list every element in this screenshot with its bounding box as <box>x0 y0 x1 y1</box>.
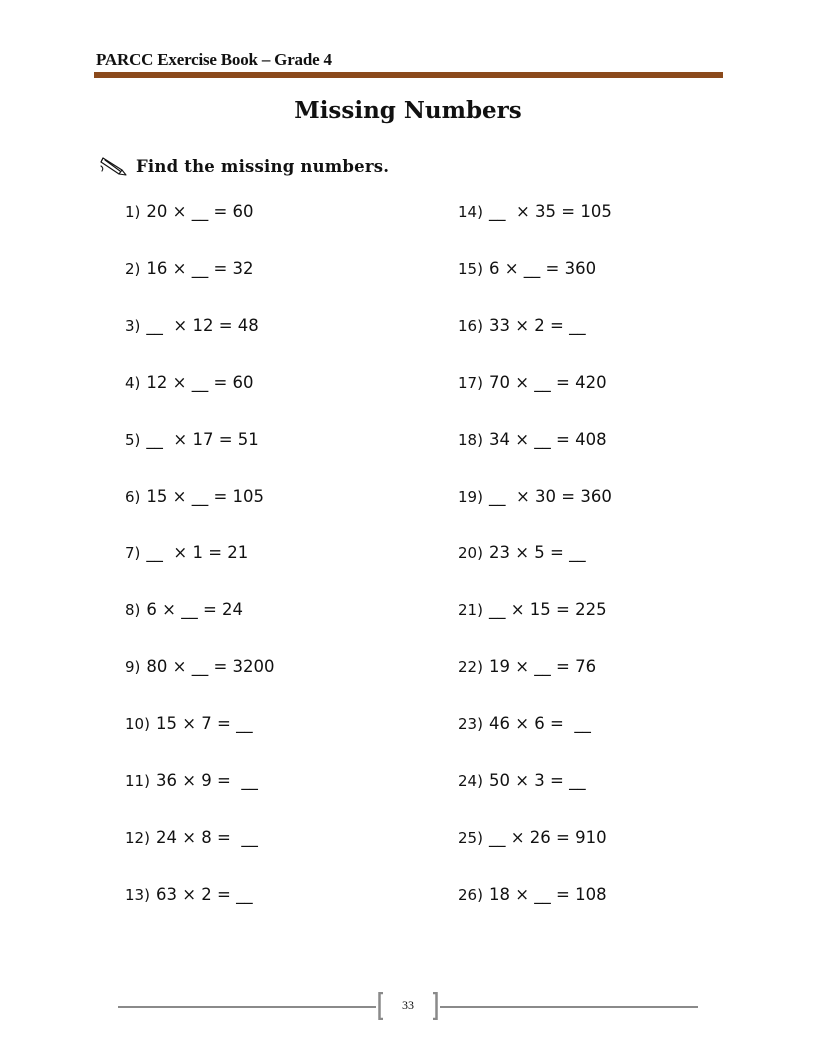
problem-item <box>125 370 254 396</box>
footer-line-left <box>118 1006 376 1008</box>
problem-expression: __ × 1 = 21 <box>146 543 249 563</box>
problem-number: 2) <box>125 259 141 278</box>
problem-expression: 23 × 5 = __ <box>488 543 586 563</box>
problem-item <box>458 540 586 566</box>
problem-item <box>125 882 253 908</box>
problem-expression: __ × 12 = 48 <box>146 315 259 335</box>
problem-item <box>125 313 259 339</box>
problem-number: 11) <box>125 772 150 790</box>
problem-number: 3) <box>125 316 141 335</box>
problem-number: 12) <box>125 828 150 847</box>
footer-right-bracket <box>432 992 438 1020</box>
problem-number: 25) <box>458 828 483 847</box>
problem-item <box>458 882 607 908</box>
problem-number: 24) <box>458 772 483 790</box>
problem-item <box>458 597 607 623</box>
problem-expression: 15 × __ = 105 <box>146 486 265 506</box>
instruction-text: Find the missing numbers. <box>136 156 390 176</box>
problem-number: 17) <box>458 373 483 392</box>
problem-item <box>125 654 275 680</box>
problem-item <box>458 256 596 282</box>
problem-number: 14) <box>458 203 483 221</box>
problem-expression: __ × 17 = 51 <box>146 429 259 449</box>
problem-expression: 19 × __ = 76 <box>488 657 597 677</box>
problem-number: 8) <box>125 601 141 620</box>
problem-item <box>125 484 264 510</box>
problem-expression: 15 × 7 = __ <box>155 714 253 734</box>
problem-item <box>125 825 258 851</box>
pencil-icon <box>100 155 136 177</box>
problem-number: 5) <box>125 430 141 449</box>
problem-item <box>125 427 259 453</box>
header-rule <box>94 72 723 78</box>
problem-expression: 33 × 2 = __ <box>488 315 586 335</box>
problem-item <box>458 654 596 680</box>
problem-number: 10) <box>125 715 150 734</box>
problem-number: 23) <box>458 715 483 734</box>
problem-expression: 70 × __ = 420 <box>488 372 607 392</box>
problem-item <box>458 370 607 396</box>
problem-number: 16) <box>458 316 483 335</box>
problem-item <box>125 768 258 794</box>
problem-number: 26) <box>458 885 483 904</box>
page-title: Missing Numbers <box>294 97 522 124</box>
problem-expression: 63 × 2 = __ <box>155 884 253 904</box>
problem-number: 21) <box>458 601 483 620</box>
problem-item <box>458 313 586 339</box>
problem-expression: 6 × __ = 360 <box>488 258 597 278</box>
page-number: 33 <box>402 998 414 1012</box>
problem-item <box>125 711 253 737</box>
problem-expression: 24 × 8 = __ <box>155 827 258 847</box>
problem-item <box>458 825 607 851</box>
footer-left-bracket <box>378 992 384 1020</box>
problem-expression: 34 × __ = 408 <box>488 429 607 449</box>
problem-item <box>458 768 586 794</box>
problem-number: 20) <box>458 544 483 563</box>
problem-item <box>458 199 612 225</box>
header-title: PARCC Exercise Book – Grade 4 <box>96 50 332 69</box>
problem-expression: 80 × __ = 3200 <box>146 657 275 677</box>
problem-expression: __ × 30 = 360 <box>488 486 612 506</box>
problem-item <box>458 711 591 737</box>
problem-expression: 12 × __ = 60 <box>146 372 254 392</box>
problem-expression: 6 × __ = 24 <box>146 600 244 620</box>
problem-item <box>125 199 254 225</box>
problem-expression: __ × 15 = 225 <box>488 600 607 620</box>
problem-expression: 20 × __ = 60 <box>146 202 254 221</box>
problem-item <box>125 540 248 566</box>
problem-item <box>125 597 243 623</box>
problem-expression: 16 × __ = 32 <box>146 258 254 278</box>
problem-item <box>458 427 607 453</box>
problem-expression: __ × 26 = 910 <box>488 827 607 847</box>
problem-number: 22) <box>458 658 483 677</box>
problem-number: 15) <box>458 259 483 278</box>
problem-expression: 36 × 9 = __ <box>155 771 258 790</box>
footer-line-right <box>440 1006 698 1008</box>
problem-number: 13) <box>125 885 150 904</box>
problem-expression: 18 × __ = 108 <box>488 884 607 904</box>
problem-number: 18) <box>458 430 483 449</box>
problem-number: 1) <box>125 203 141 221</box>
problem-number: 6) <box>125 487 141 506</box>
problem-grid <box>0 199 816 939</box>
problem-number: 7) <box>125 544 141 563</box>
problem-expression: __ × 35 = 105 <box>488 202 612 221</box>
problem-item <box>458 484 612 510</box>
problem-expression: 50 × 3 = __ <box>488 771 586 790</box>
problem-expression: 46 × 6 = __ <box>488 714 591 734</box>
problem-number: 4) <box>125 373 141 392</box>
problem-number: 19) <box>458 487 483 506</box>
problem-item <box>125 256 254 282</box>
problem-number: 9) <box>125 658 141 677</box>
instruction <box>100 155 389 177</box>
